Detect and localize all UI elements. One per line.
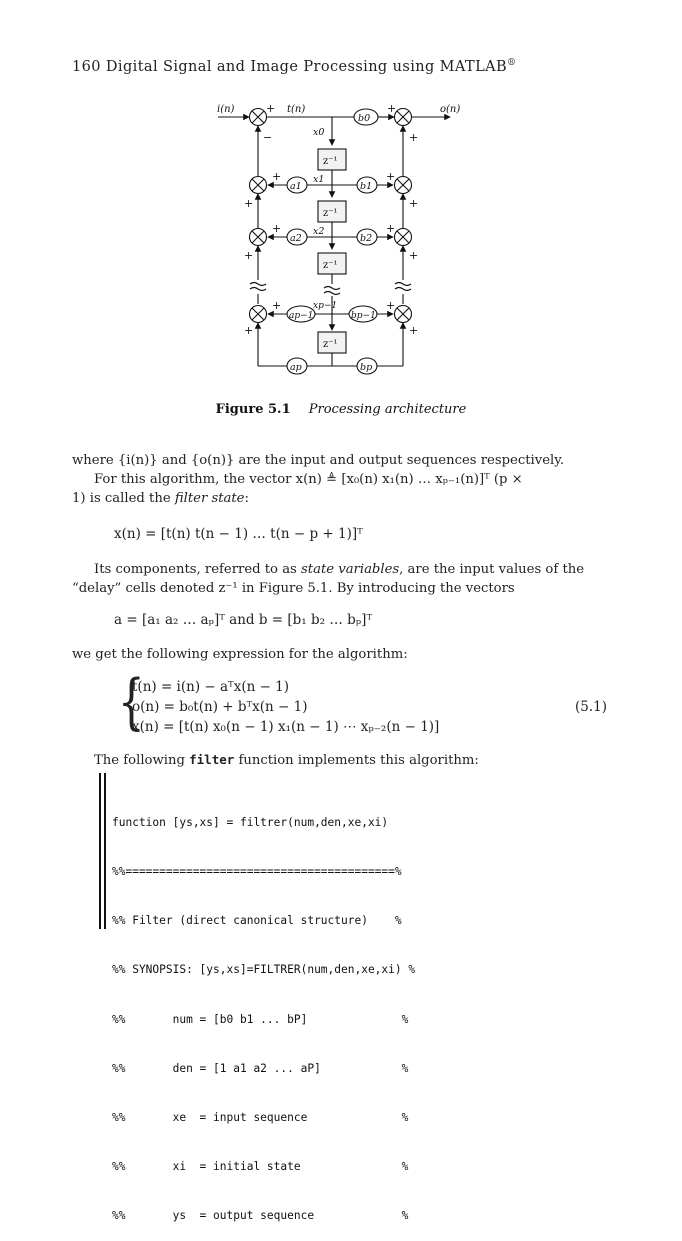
figure-caption bbox=[0, 402, 682, 417]
filter-state-suffix: : bbox=[244, 491, 249, 506]
coef-b0: b0 bbox=[358, 113, 371, 124]
book-title: Digital Signal and Image Processing using MATLAB bbox=[105, 58, 508, 75]
delay-label-2: z⁻¹ bbox=[323, 208, 338, 219]
coef-b1: b1 bbox=[360, 181, 373, 192]
equation-number: (5.1) bbox=[575, 699, 608, 715]
state-variables-term: state variables bbox=[301, 562, 400, 577]
code-line: %% Filter (direct canonical structure) % bbox=[112, 914, 402, 928]
coef-ap: ap bbox=[290, 362, 302, 373]
sign-rowp1-right-plus: + bbox=[386, 299, 396, 312]
state-variables-suffix: , are the input values of the bbox=[399, 562, 585, 577]
sign-row2-left-plus2: + bbox=[244, 249, 254, 262]
equation-line-2: o(n) = b₀t(n) + bᵀx(n − 1) bbox=[132, 699, 308, 715]
sign-rowp1-right-plus2: + bbox=[409, 324, 419, 337]
center-break-mark bbox=[324, 287, 340, 295]
label-state: t(n) bbox=[287, 104, 306, 115]
equation-vectors: a = [a₁ a₂ … aₚ]ᵀ and b = [b₁ b₂ … bₚ]ᵀ bbox=[114, 612, 373, 628]
page-number: 160 bbox=[72, 58, 101, 75]
summer-rowp1-left bbox=[250, 306, 267, 323]
sign-row1-left-plus: + bbox=[272, 170, 282, 183]
trademark-symbol: ® bbox=[507, 58, 517, 68]
paragraph-filter-state-line1: For this algorithm, the vector x(n) ≜ [x₀(n) x₁(n) … xₚ₋₁(n)]ᵀ (p × bbox=[94, 472, 523, 487]
summer-row2-left bbox=[250, 229, 267, 246]
summer-rowp1-right bbox=[395, 306, 412, 323]
paragraph-filter-state-line2 bbox=[72, 489, 612, 508]
filter-state-prefix: 1) is called the bbox=[72, 491, 175, 506]
filter-state-term: filter state bbox=[174, 491, 245, 506]
filter-function-name: filter bbox=[189, 752, 235, 767]
label-x2: x2 bbox=[313, 226, 325, 237]
right-break-mark bbox=[395, 283, 411, 291]
sign-row1-right-plus2: + bbox=[409, 197, 419, 210]
sign-rowp1-left-plus2: + bbox=[244, 324, 254, 337]
sign-top-left-minus: − bbox=[263, 131, 273, 144]
label-x1: x1 bbox=[313, 174, 325, 185]
figure-caption-text: Processing architecture bbox=[308, 402, 467, 417]
label-x0: x0 bbox=[313, 127, 325, 138]
coef-b2: b2 bbox=[360, 233, 373, 244]
sign-rowp1-left-plus: + bbox=[272, 299, 282, 312]
code-line: %% den = [1 a1 a2 ... aP] % bbox=[112, 1061, 409, 1075]
paragraph-state-variables-line2: “delay” cells denoted z⁻¹ in Figure 5.1. By introducing the vectors bbox=[72, 581, 515, 596]
sign-row2-left-plus: + bbox=[272, 222, 282, 235]
equation-brace: { bbox=[118, 667, 145, 737]
summer-row1-left bbox=[250, 177, 267, 194]
sign-row2-right-plus2: + bbox=[409, 249, 419, 262]
equation-line-1: t(n) = i(n) − aᵀx(n − 1) bbox=[132, 679, 290, 695]
state-variables-prefix: Its components, referred to as bbox=[94, 562, 302, 577]
summer-top-left bbox=[250, 109, 267, 126]
delay-label-4: z⁻¹ bbox=[323, 339, 338, 350]
paragraph-expression: we get the following expression for the algorithm: bbox=[72, 647, 408, 662]
label-xp1: xp−1 bbox=[313, 301, 338, 311]
sign-row2-right-plus: + bbox=[386, 222, 396, 235]
filter-function-prefix: The following bbox=[94, 753, 190, 768]
coef-ap1: ap−1 bbox=[289, 311, 314, 321]
equation-state-vector: x(n) = [t(n) t(n − 1) … t(n − p + 1)]ᵀ bbox=[114, 526, 363, 542]
sign-top-right-plus: + bbox=[387, 102, 397, 115]
label-input: i(n) bbox=[217, 104, 235, 115]
equation-line-3: x(n) = [t(n) x₀(n − 1) x₁(n − 1) ⋯ xₚ₋₂(n − 1)] bbox=[132, 719, 440, 735]
coef-a1: a1 bbox=[290, 181, 302, 192]
sign-row1-left-plus2: + bbox=[244, 197, 254, 210]
coef-bp1: bp−1 bbox=[351, 311, 376, 321]
summer-row2-right bbox=[395, 229, 412, 246]
delay-label-3: z⁻¹ bbox=[323, 260, 338, 271]
code-listing bbox=[112, 782, 415, 1241]
code-line: %% num = [b0 b1 ... bP] % bbox=[112, 1012, 409, 1026]
paragraph-state-variables-line1 bbox=[72, 560, 612, 579]
code-line: %%========================================% bbox=[112, 865, 402, 879]
sign-top-left-plus: + bbox=[266, 102, 276, 115]
summer-top-right bbox=[395, 109, 412, 126]
paragraph-filter-function bbox=[72, 750, 612, 770]
sign-row1-right-plus: + bbox=[386, 170, 396, 183]
figure-label: Figure 5.1 bbox=[215, 402, 291, 417]
processing-architecture-diagram bbox=[0, 0, 682, 400]
coef-bp: bp bbox=[360, 362, 373, 373]
code-bar-outer bbox=[99, 773, 101, 929]
code-bar-inner bbox=[104, 773, 106, 929]
summer-row1-right bbox=[395, 177, 412, 194]
sign-top-right-plus2: + bbox=[409, 131, 419, 144]
left-break-mark bbox=[250, 283, 266, 291]
filter-function-suffix: function implements this algorithm: bbox=[234, 753, 479, 768]
code-line: %% ys = output sequence % bbox=[112, 1209, 409, 1223]
label-output: o(n) bbox=[440, 104, 461, 115]
coef-a2: a2 bbox=[290, 233, 302, 244]
code-line: %% SYNOPSIS: [ys,xs]=FILTRER(num,den,xe,xi) % bbox=[112, 963, 416, 977]
delay-label-1: z⁻¹ bbox=[323, 156, 338, 167]
paragraph-where: where {i(n)} and {o(n)} are the input and output sequences respectively. bbox=[72, 453, 565, 468]
code-line: function [ys,xs] = filtrer(num,den,xe,xi) bbox=[112, 815, 389, 829]
code-line: %% xi = initial state % bbox=[112, 1160, 409, 1174]
code-line: %% xe = input sequence % bbox=[112, 1111, 409, 1125]
